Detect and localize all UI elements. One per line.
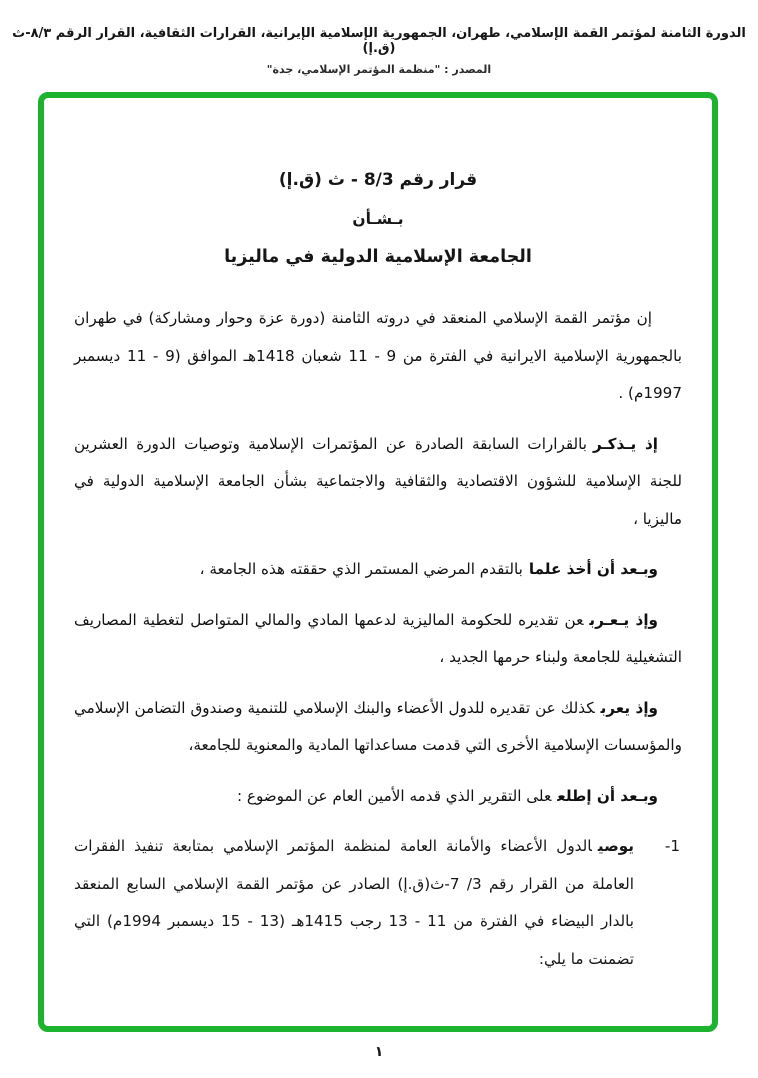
clause-lead: يوصي [597, 837, 634, 855]
clause-text-block [74, 828, 634, 978]
header-publisher-line: المصدر : "منظمة المؤتمر الإسلامي، جدة" [266, 63, 492, 76]
resolution-number-title: قرار رقم 8/3 - ث (ق.إ) [278, 170, 478, 190]
paragraph-text: على التقرير الذي قدمه الأمين العام عن الموضوع : [236, 786, 552, 805]
paragraph-lead: وبـعد أن إطلع [557, 786, 658, 805]
scan-header [0, 26, 758, 76]
paragraph-text: بالقرارات السابقة الصادرة عن المؤتمرات الإسلامية وتوصيات الدورة العشرين للجنة الإسلامية للشؤون الاقتصادية والثقافية والاجتماعية بشأن الجامعة الإسلامية الدولية في ماليزيا ، [74, 434, 682, 528]
document-content [44, 98, 712, 978]
preamble-paragraph [74, 778, 682, 816]
clause-number: 1- [664, 837, 680, 855]
paragraph-lead: وإذ يـعـرب [589, 610, 658, 629]
paragraph-lead: وبـعد أن أخذ علما [528, 560, 658, 578]
page-number: ١ [374, 1044, 384, 1060]
resolution-body [74, 300, 682, 978]
clause-text: الدول الأعضاء والأمانة العامة لمنظمة المؤتمر الإسلامي بمتابعة تنفيذ الفقرات العاملة من القرار رقم 3/ 7-ث(ق.إ) الصادر عن مؤتمر القمة الإسلامي السابع المنعقد بالدار البيضاء في الفترة من 11 - 13 رجب 1415هـ (13 - 15 ديسمبر 1994م) التي تضمنت ما يلي: [74, 837, 635, 968]
resolution-title-block [74, 160, 682, 276]
preamble-paragraph [74, 602, 682, 677]
paragraph-text: كذلك عن تقديره للدول الأعضاء والبنك الإسلامي للتنمية وصندوق التضامن الإسلامي والمؤسسات الإسلامية الأخرى التي قدمت مساعداتها المادية والمعنوية للجامعة، [74, 698, 682, 754]
preamble-paragraph [74, 300, 682, 413]
paragraph-lead: إذ يـذكـر [593, 434, 658, 453]
operative-clause-1 [74, 828, 682, 978]
paragraph-text: بالتقدم المرضي المستمر الذي حققته هذه الجامعة ، [199, 560, 523, 578]
green-document-frame [38, 92, 718, 1032]
preamble-paragraph [74, 551, 682, 589]
paragraph-text: عن تقديره للحكومة الماليزية لدعمها المادي والمالي المتواصل لتغطية المصاريف التشغيلية للجامعة ولبناء حرمها الجديد ، [74, 610, 682, 666]
preamble-paragraph [74, 426, 682, 539]
regarding-label: بـشـأن [352, 210, 404, 228]
paragraph-text: إن مؤتمر القمة الإسلامي المنعقد في دروته الثامنة (دورة عزة وحوار ومشاركة) في طهران بالجمهورية الإسلامية الايرانية في الفترة من 9 - 11 شعبان 1418هـ الموافق (9 - 11 ديسمبر 1997م) . [74, 309, 682, 402]
preamble-paragraph [74, 690, 682, 765]
resolution-subject-title: الجامعة الإسلامية الدولية في ماليزيا [224, 247, 532, 267]
header-source-line: الدورة الثامنة لمؤتمر القمة الإسلامي، طهران، الجمهورية الإسلامية الإيرانية، القرارات الثقافية، القرار الرقم ٨/٣-ث (ق.إ) [12, 26, 746, 56]
paragraph-lead: وإذ يعرب [600, 698, 658, 717]
